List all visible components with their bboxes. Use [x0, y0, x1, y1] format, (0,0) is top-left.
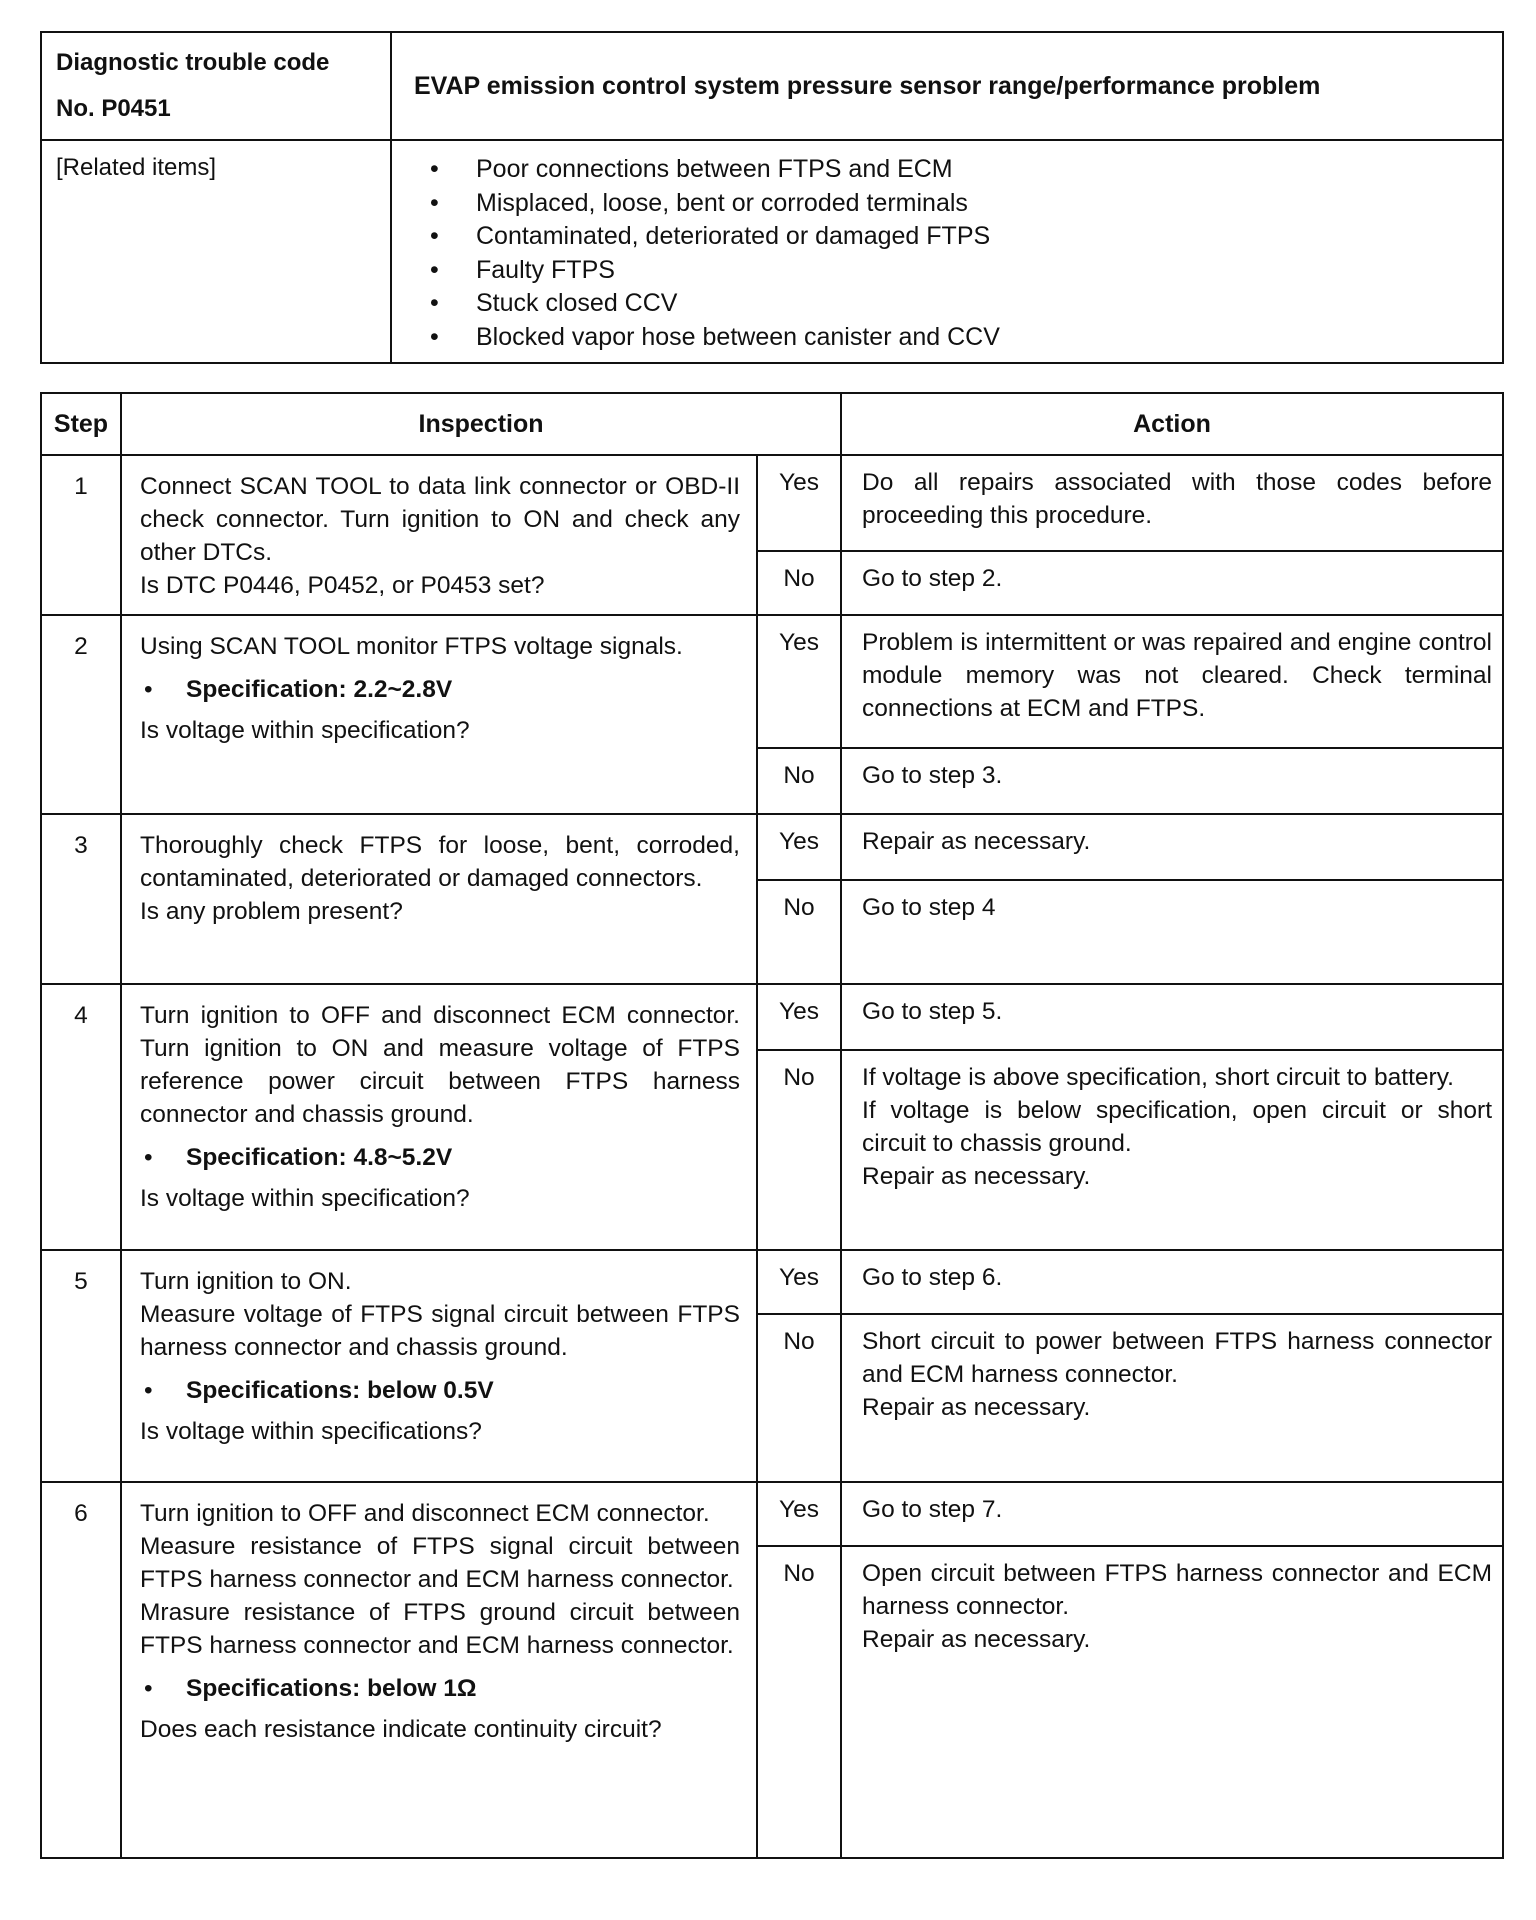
yes-label: Yes [757, 1482, 841, 1546]
step-question: Is any problem present? [140, 898, 403, 925]
step-question: Is voltage within specification? [140, 717, 470, 744]
yes-action: Go to step 7. [841, 1482, 1503, 1546]
table-row [41, 814, 1503, 880]
step-question: Is voltage within specifications? [140, 1418, 482, 1445]
step-question: Is DTC P0446, P0452, or P0453 set? [140, 572, 545, 599]
step-number: 1 [41, 455, 121, 615]
step-specification: • Specification: 2.2~2.8V [140, 673, 740, 706]
related-item: • Contaminated, deteriorated or damaged FTPS [430, 220, 1480, 254]
dtc-title: EVAP emission control system pressure sensor range/performance problem [391, 32, 1503, 140]
step-specification: • Specifications: below 0.5V [140, 1374, 740, 1407]
yes-action: Do all repairs associated with those codes before proceeding this procedure. [841, 455, 1503, 551]
step-inspection: Using SCAN TOOL monitor FTPS voltage signals. • Specification: 2.2~2.8V Is voltage within specification? [121, 615, 757, 814]
step-number: 2 [41, 615, 121, 814]
dtc-code-number: No. P0451 [56, 95, 171, 122]
step-question: Does each resistance indicate continuity circuit? [140, 1716, 662, 1743]
related-item: • Misplaced, loose, bent or corroded terminals [430, 187, 1480, 221]
related-item: • Stuck closed CCV [430, 287, 1480, 321]
step-question: Is voltage within specification? [140, 1185, 470, 1212]
no-label: No [757, 880, 841, 984]
col-header-step: Step [41, 393, 121, 455]
table-row [41, 984, 1503, 1050]
related-item: • Faulty FTPS [430, 254, 1480, 288]
table-row [41, 1482, 1503, 1546]
related-items-label: [Related items] [41, 140, 391, 363]
no-action: Open circuit between FTPS harness connector and ECM harness connector. Repair as necessary. [841, 1546, 1503, 1858]
step-inspection: Turn ignition to OFF and disconnect ECM connector. Turn ignition to ON and measure voltage of FTPS reference power circuit between FTPS harness connector and chassis ground. • Specification: 4.8~5.2V Is voltage within specification? [121, 984, 757, 1250]
yes-label: Yes [757, 615, 841, 748]
yes-action: Problem is intermittent or was repaired and engine control module memory was not cleared. Check terminal connections at ECM and FTPS. [841, 615, 1503, 748]
yes-action: Go to step 5. [841, 984, 1503, 1050]
yes-action: Go to step 6. [841, 1250, 1503, 1314]
yes-action: Repair as necessary. [841, 814, 1503, 880]
related-item: • Poor connections between FTPS and ECM [430, 153, 1480, 187]
inspection-table [40, 392, 1504, 1859]
step-specification: • Specification: 4.8~5.2V [140, 1141, 740, 1174]
table-row [41, 615, 1503, 748]
step-inspection: Thoroughly check FTPS for loose, bent, corroded, contaminated, deteriorated or damaged connectors. Is any problem present? [121, 814, 757, 984]
no-action: Short circuit to power between FTPS harness connector and ECM harness connector. Repair as necessary. [841, 1314, 1503, 1482]
related-items-cell [391, 140, 1503, 363]
no-label: No [757, 551, 841, 615]
col-header-inspection: Inspection [121, 393, 841, 455]
dtc-code-label: Diagnostic trouble code No. P0451 [41, 32, 391, 140]
step-specification: • Specifications: below 1Ω [140, 1672, 740, 1705]
step-inspection: Turn ignition to ON. Measure voltage of FTPS signal circuit between FTPS harness connector and chassis ground. • Specifications: below 0.5V Is voltage within specifications? [121, 1250, 757, 1482]
no-action: Go to step 2. [841, 551, 1503, 615]
col-header-action: Action [841, 393, 1503, 455]
no-label: No [757, 748, 841, 814]
step-number: 6 [41, 1482, 121, 1858]
yes-label: Yes [757, 984, 841, 1050]
no-label: No [757, 1050, 841, 1250]
step-inspection: Connect SCAN TOOL to data link connector or OBD-II check connector. Turn ignition to ON and check any other DTCs. Is DTC P0446, P0452, or P0453 set? [121, 455, 757, 615]
no-action: Go to step 3. [841, 748, 1503, 814]
table-row [41, 1250, 1503, 1314]
no-action: If voltage is above specification, short circuit to battery. If voltage is below specification, open circuit or short circuit to chassis ground. Repair as necessary. [841, 1050, 1503, 1250]
yes-label: Yes [757, 455, 841, 551]
table-header-row [41, 393, 1503, 455]
table-row [41, 455, 1503, 551]
no-label: No [757, 1546, 841, 1858]
related-item: • Blocked vapor hose between canister and CCV [430, 321, 1480, 355]
related-items-list [402, 153, 1480, 354]
step-number: 4 [41, 984, 121, 1250]
step-number: 3 [41, 814, 121, 984]
yes-label: Yes [757, 1250, 841, 1314]
step-inspection: Turn ignition to OFF and disconnect ECM connector. Measure resistance of FTPS signal circuit between FTPS harness connector and ECM harness connector. Mrasure resistance of FTPS ground circuit between FTPS harness connector and ECM harness connector. • Specifications: below 1Ω Does each resistance indicate continuity circuit? [121, 1482, 757, 1858]
no-action: Go to step 4 [841, 880, 1503, 984]
step-number: 5 [41, 1250, 121, 1482]
dtc-header-table [40, 31, 1504, 364]
no-label: No [757, 1314, 841, 1482]
yes-label: Yes [757, 814, 841, 880]
